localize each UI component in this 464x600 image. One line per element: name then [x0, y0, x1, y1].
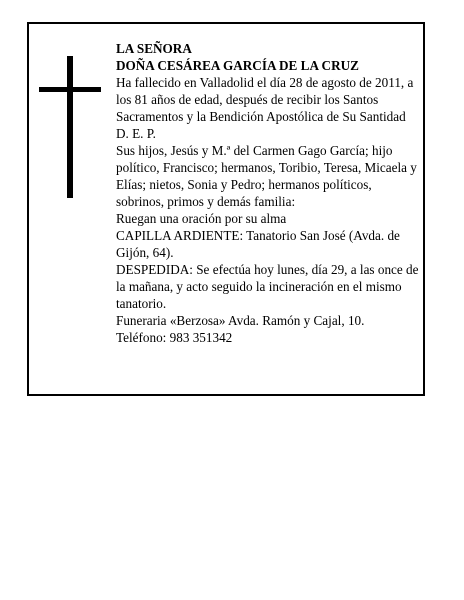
notice-text-block — [116, 40, 422, 346]
farewell-info: DESPEDIDA: Se efectúa hoy lunes, día 29, a las once de la mañana, y acto seguido la incineración en el mismo tanatorio. — [116, 262, 419, 311]
funeral-home-info: Funeraria «Berzosa» Avda. Ramón y Cajal, 10. — [116, 313, 365, 328]
cross-horizontal-beam — [39, 87, 101, 92]
title-line: LA SEÑORA — [116, 41, 192, 56]
family-list: Sus hijos, Jesús y M.ª del Carmen Gago García; hijo político, Francisco; hermanos, Toribio, Teresa, Micaela y Elías; nietos, Sonia y Pedro; hermanos políticos, sobrinos, primos y demás familia: — [116, 143, 417, 209]
latin-cross-icon — [39, 56, 101, 198]
obituary-notice — [27, 22, 425, 396]
deceased-name: DOÑA CESÁREA GARCÍA DE LA CRUZ — [116, 58, 359, 73]
prayer-request: Ruegan una oración por su alma — [116, 211, 287, 226]
phone-info: Teléfono: 983 351342 — [116, 330, 233, 345]
dep-line: D. E. P. — [116, 126, 156, 141]
passing-announcement: Ha fallecido en Valladolid el día 28 de agosto de 2011, a los 81 años de edad, después de recibir los Santos Sacramentos y la Bendición Apostólica de Su Santidad — [116, 75, 414, 124]
cross-vertical-beam — [67, 56, 73, 198]
chapel-info: CAPILLA ARDIENTE: Tanatorio San José (Avda. de Gijón, 64). — [116, 228, 400, 260]
